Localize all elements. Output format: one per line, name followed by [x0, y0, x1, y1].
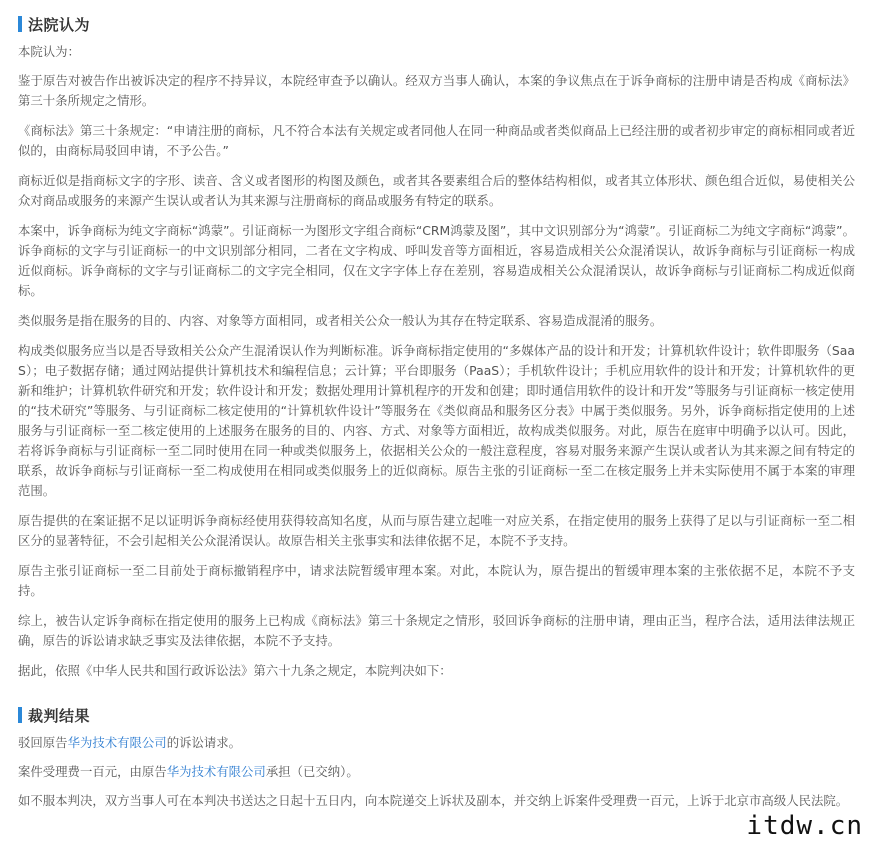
- paragraph-similar-service-analysis: 构成类似服务应当以是否导致相关公众产生混淆误认作为判断标准。诉争商标指定使用的“多媒体产品的设计和开发；计算机软件设计；软件即服务（SaaS）；电子数据存储；通过网站提供计算机技术和编程信息；云计算；平台即服务（PaaS）；手机软件设计；手机应用软件的设计和开发；计算机软件的更新和维护；计算机软件研究和开发；软件设计和开发；数据处理用计算机程序的开发和创建；即时通信用软件的设计和开发”等服务与引证商标一核定使用的“技术研究”等服务、与引证商标二核定使用的“计算机软件设计”等服务在《类似商品和服务区分表》中属于类似服务。另外，诉争商标指定使用的上述服务与引证商标一至二核定使用的上述服务在服务的目的、内容、方式、对象等方面相近，故构成类似服务。对此，原告在庭审中明确予以认可。因此，若将诉争商标与引证商标一至二同时使用在同一种或类似服务上，依据相关公众的一般注意程度，容易对服务来源产生误认或者认为其来源之间有特定的联系，故诉争商标与引证商标一至二构成使用在相同或类似服务上的近似商标。原告主张的引证商标一至二在核定服务上并未实际使用不属于本案的审理范围。: [18, 343, 855, 498]
- ruling-suffix: 的诉讼请求。: [166, 735, 242, 750]
- ruling-prefix: 驳回原告: [18, 735, 68, 750]
- company-link[interactable]: 华为技术有限公司: [166, 764, 266, 779]
- section-spacer: [18, 691, 855, 703]
- paragraph-legal-basis: 据此，依照《中华人民共和国行政诉讼法》第六十九条之规定，本院判决如下：: [18, 663, 452, 678]
- paragraph-intro: 本院认为：: [18, 44, 80, 59]
- fee-suffix: 承担（已交纳）。: [265, 764, 359, 779]
- paragraph-law-article: 《商标法》第三十条规定：“申请注册的商标，凡不符合本法有关规定或者同他人在同一种商品或者类似商品上已经注册的或者初步审定的商标相同或者近似的，由商标局驳回申请，不予公告。”: [18, 123, 855, 158]
- company-link[interactable]: 华为技术有限公司: [67, 735, 167, 750]
- section-accent-bar: [18, 16, 22, 32]
- paragraph-procedure: 鉴于原告对被告作出被诉决定的程序不持异议，本院经审查予以确认。经双方当事人确认，本案的争议焦点在于诉争商标的注册申请是否构成《商标法》第三十条所规定之情形。: [18, 73, 855, 108]
- paragraph-suspension-request: 原告主张引证商标一至二目前处于商标撤销程序中，请求法院暂缓审理本案。对此，本院认为，原告提出的暂缓审理本案的主张依据不足，本院不予支持。: [18, 563, 855, 598]
- section-title: 裁判结果: [28, 706, 91, 725]
- paragraph-ruling: [18, 733, 855, 753]
- section-header-court-opinion: [18, 12, 855, 36]
- paragraph-case-analysis: 本案中，诉争商标为纯文字商标“鸿蒙”。引证商标一为图形文字组合商标“CRM鸿蒙及图”，其中文识别部分为“鸿蒙”。引证商标二为纯文字商标“鸿蒙”。诉争商标的文字与引证商标一的中文识别部分相同，二者在文字构成、呼叫发音等方面相近，容易造成相关公众混淆误认，故诉争商标与引证商标一构成近似商标。诉争商标的文字与引证商标二的文字完全相同，仅在文字字体上存在差别，容易造成相关公众混淆误认，故诉争商标与引证商标二构成近似商标。: [18, 223, 855, 298]
- paragraph-similar-service-definition: 类似服务是指在服务的目的、内容、对象等方面相同，或者相关公众一般认为其存在特定联系、容易造成混淆的服务。: [18, 313, 663, 328]
- paragraph-evidence: 原告提供的在案证据不足以证明诉争商标经使用获得较高知名度，从而与原告建立起唯一对应关系，在指定使用的服务上获得了足以与引证商标一至二相区分的显著特征，不会引起相关公众混淆误认。故原告相关主张事实和法律依据不足，本院不予支持。: [18, 513, 855, 548]
- paragraph-fee: [18, 762, 855, 782]
- fee-prefix: 案件受理费一百元，由原告: [18, 764, 167, 779]
- paragraph-conclusion: 综上，被告认定诉争商标在指定使用的服务上已构成《商标法》第三十条规定之情形，驳回诉争商标的注册申请，理由正当，程序合法，适用法律法规正确，原告的诉讼请求缺乏事实及法律依据，本院不予支持。: [18, 613, 855, 648]
- paragraph-similarity-definition: 商标近似是指商标文字的字形、读音、含义或者图形的构图及颜色，或者其各要素组合后的整体结构相似，或者其立体形状、颜色组合近似，易使相关公众对商品或服务的来源产生误认或者认为其来源与注册商标的商品或服务有特定的联系。: [18, 173, 855, 208]
- section-title: 法院认为: [28, 15, 91, 34]
- paragraph-appeal: 如不服本判决，双方当事人可在本判决书送达之日起十五日内，向本院递交上诉状及副本，并交纳上诉案件受理费一百元，上诉于北京市高级人民法院。: [18, 793, 849, 808]
- section-header-judgment-result: [18, 703, 855, 727]
- section-accent-bar: [18, 707, 22, 723]
- watermark: itdw.cn: [746, 811, 863, 841]
